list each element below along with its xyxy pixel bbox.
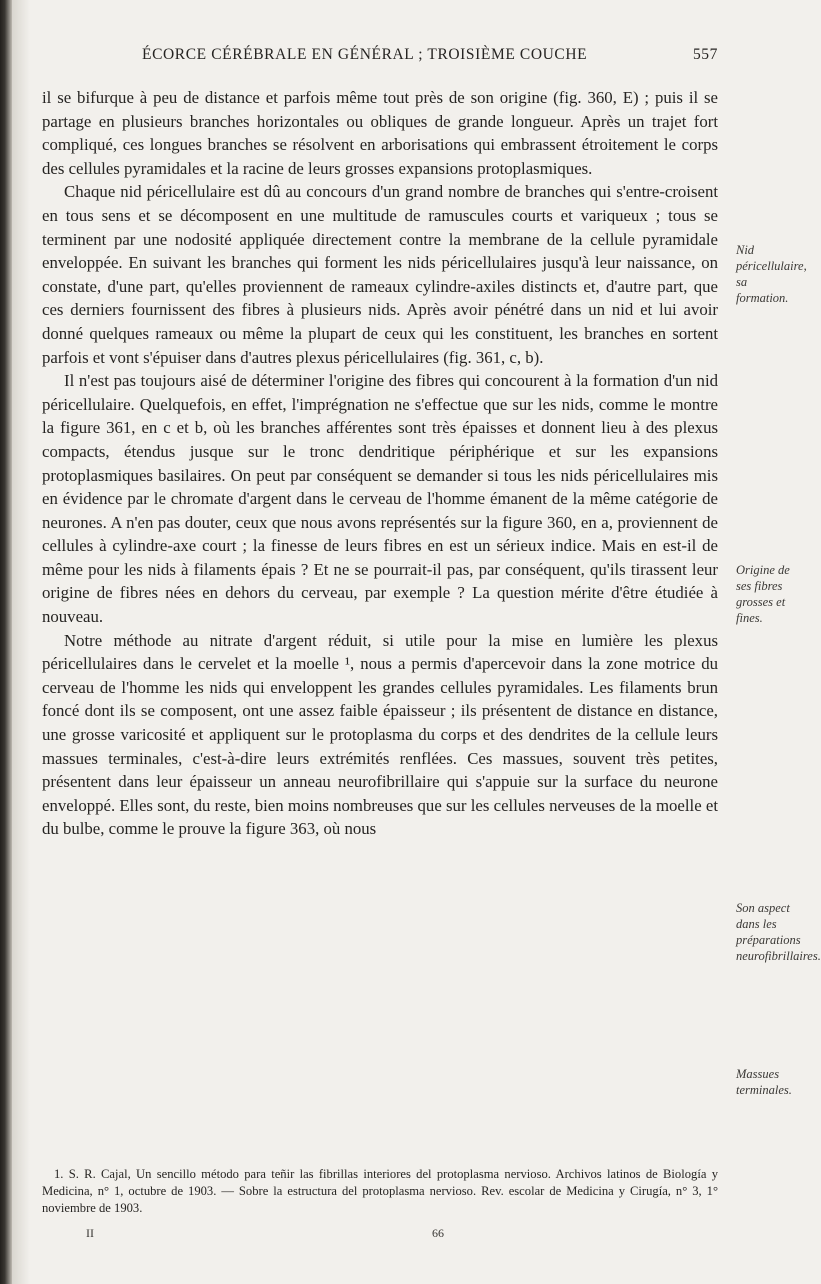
signature-mark: II (86, 1226, 94, 1240)
main-text (42, 86, 718, 841)
footnote (42, 1166, 718, 1217)
sidenote-nid-pericellulaire: Nid péricellulaire, sa formation. (736, 243, 807, 305)
running-head-title: ÉCORCE CÉRÉBRALE EN GÉNÉRAL ; TROISIÈME COUCHE (142, 46, 588, 63)
paragraph: Il n'est pas toujours aisé de déterminer l'origine des fibres qui concourent à la formation d'un nid péricellulaire. Quelquefois, en effet, l'imprégnation ne s'effectue que sur les nids, comme le montre la figure 361, en c et b, où les branches afférentes sont très épaisses et donnent lieu à des plexus compacts, étendus jusque sur le tronc dendritique périphérique et sur les expansions protoplasmiques basilaires. On peut par conséquent se demander si tous les nids péricellulaires mis en évidence par le chromate d'argent dans le cerveau de l'homme émanent de la même catégorie de neurones. A n'en pas douter, ceux que nous avons représentés sur la figure 360, en a, proviennent de cellules à cylindre-axe court ; la finesse de leurs fibres en est un sérieux indice. Mais en est-il de même pour les nids à filaments épais ? Et ne se pourrait-il pas, par conséquent, qu'ils tirassent leur origine de fibres nées en dehors du cerveau, par exemple ? La question mérite d'être étudiée à nouveau. (42, 371, 718, 627)
book-spine-shadow (0, 0, 12, 1284)
sidenote-massues-terminales: Massues terminales. (736, 1067, 792, 1097)
sidenote-aspect-preparations: Son aspect dans les préparations neurofibrillaires. (736, 901, 821, 963)
signature-number: 66 (432, 1226, 444, 1240)
sidenote-origine-fibres: Origine de ses fibres grosses et fines. (736, 563, 790, 625)
paragraph: Notre méthode au nitrate d'argent réduit, si utile pour la mise en lumière les plexus péricellulaires dans le cervelet et la moelle ¹, nous a permis d'apercevoir dans la zone motrice du cerveau de l'homme les nids qui enveloppent les grandes cellules pyramidales. Les filaments brun foncé dont ils se composent, ont une assez faible épaisseur ; ils présentent de distance en distance, une grosse varicosité et appliquent sur le protoplasma du corps et des dendrites de la cellule leurs massues terminales, c'est-à-dire leurs extrémités renflées. Ces massues, souvent très petites, présentent dans leur épaisseur un anneau neurofibrillaire qui s'appuie sur la surface du neurone enveloppé. Elles sont, du reste, bien moins nombreuses que sur les cellules nerveuses de la moelle et du bulbe, comme le prouve la figure 363, où nous (42, 630, 718, 839)
footnote-text: 1. S. R. Cajal, Un sencillo método para teñir las fibrillas interiores del protoplasma nervioso. Archivos latinos de Biología y Medicina, n° 1, octubre de 1903. — Sobre la estructura del protoplasma nervioso. Rev. escolar de Medicina y Cirugía, n° 3, 1° noviembre de 1903. (42, 1167, 718, 1215)
paragraph: Chaque nid péricellulaire est dû au concours d'un grand nombre de branches qui s'entre-croisent en tous sens et se décomposent en une multitude de ramuscules courts et variqueux ; tous se terminent par une nodosité appliquée directement contre la membrane de la cellule pyramidale enveloppée. En suivant les branches qui forment les nids péricellulaires jusqu'à leur naissance, on constate, d'une part, qu'elles proviennent de rameaux cylindre-axiles distincts et, d'autre part, que ces derniers fournissent des fibres à plusieurs nids. Après avoir pénétré dans un nid et lui avoir donné quelques rameaux ou même la plupart de ceux qui les constituent, les branches en sortent parfois et vont s'épuiser dans d'autres plexus péricellulaires (fig. 361, c, b). (42, 182, 718, 367)
page-number: 557 (692, 46, 718, 63)
paragraph: il se bifurque à peu de distance et parfois même tout près de son origine (fig. 360, E) ; puis il se partage en plusieurs branches horizontales ou obliques de grande longueur. Après un trajet fort compliqué, ces longues branches se résolvent en arborisations qui embrassent étroitement le corps des cellules pyramidales et la racine de leurs grosses expansions protoplasmiques. (42, 88, 718, 178)
page-gutter (12, 0, 30, 1284)
